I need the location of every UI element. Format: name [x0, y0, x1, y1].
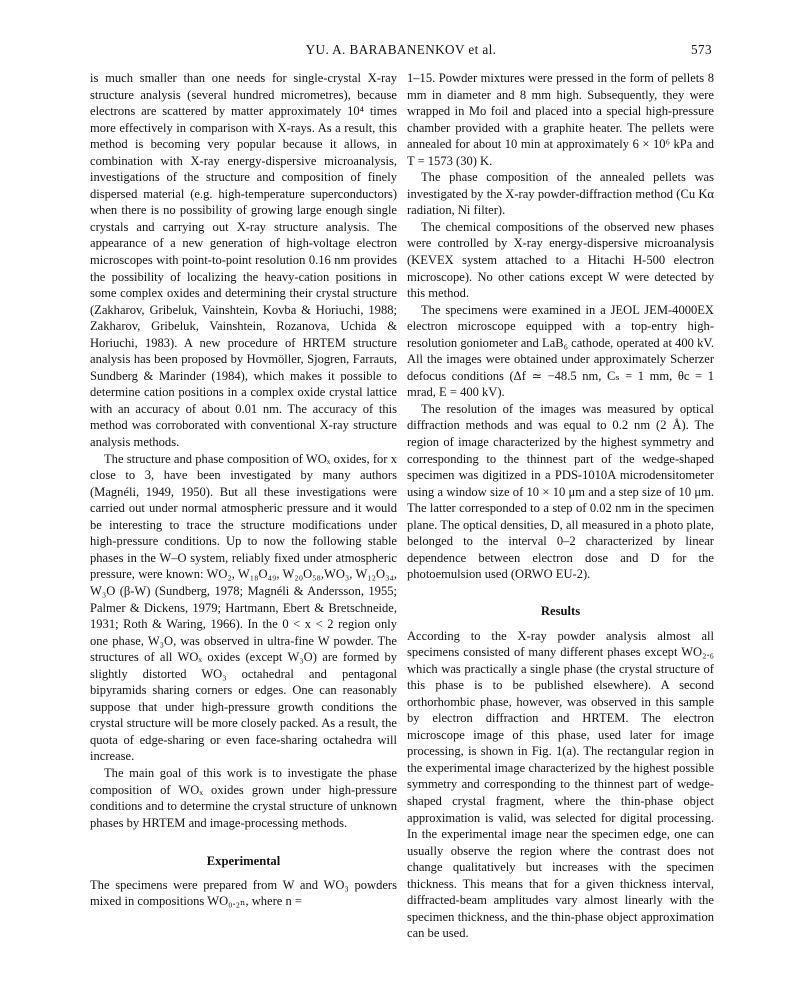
- running-head: [90, 42, 712, 62]
- right-column: [407, 70, 714, 942]
- paragraph: The specimens were prepared from W and WO₃ powders mixed in compositions WO₀.₂ₙ, where n =: [90, 877, 397, 909]
- paragraph: The specimens were examined in a JEOL JEM-4000EX electron microscope equipped with a top-entry high-resolution goniometer and LaB₆ cathode, operated at 400 kV. All the images were obtained under approximately Scherzer defocus conditions (Δf ≃ −48.5 nm, Cₛ = 1 mm, θc = 1 mrad, E = 400 kV).: [407, 302, 714, 400]
- paragraph: The chemical compositions of the observed new phases were controlled by X-ray energy-dispersive microanalysis (KEVEX system attached to a Hitachi H-500 electron microscope). No other cations except W were detected by this method.: [407, 219, 714, 301]
- section-title-experimental: Experimental: [206, 854, 281, 869]
- paragraph: According to the X-ray powder analysis almost all specimens consisted of many different phases except WO₂.₆ which was practically a single phase (the crystal structure of this phase is to be published elsewhere). A second orthorhombic phase, however, was observed in this sample by electron diffraction and HRTEM. The electron microscope image of this phase, used later for image processing, is shown in Fig. 1(a). The rectangular region in the experimental image characterized by the highest possible symmetry and corresponding to the thinnest part of wedge-shaped crystal fragment, where the thin-phase object approximation is valid, was selected for digital processing. In the experimental image near the specimen edge, one can usually observe the region where the contrast does not change qualitatively but increases with the specimen thickness. This means that for a given thickness interval, diffracted-beam amplitudes vary almost linearly with the specimen thickness, and the thin-phase object approximation can be used.: [407, 628, 714, 941]
- paragraph: The structure and phase composition of WOₓ oxides, for x close to 3, have been investigated by many authors (Magnéli, 1949, 1950). But all these investigations were carried out under normal atmospheric pressure and it would be interesting to trace the structure modifications under high-pressure conditions. Up to now the following stable phases in the W–O system, reliably fixed under atmospheric pressure, were known: WO₂, W₁₈O₄₉, W₂₀O₅₈,WO₃, W₁₂O₃₄, W₃O (β-W) (Sundberg, 1978; Magnéli & Andersson, 1955; Palmer & Dickens, 1979; Hartmann, Ebert & Bretschneide, 1931; Roth & Waring, 1966). In the 0 < x < 2 region only one phase, W₃O, was observed in ultra-fine W powder. The structures of all WOₓ oxides (except W₃O) are formed by slightly distorted WO₃ octahedral and pentagonal bipyramids sharing corners or edges. One can reasonably suppose that under high-pressure growth conditions the crystal structure will be more closely packed. As a result, the quota of edge-sharing or even face-sharing octahedra will increase.: [90, 451, 397, 764]
- page-number: 573: [691, 42, 712, 57]
- paragraph: is much smaller than one needs for single-crystal X-ray structure analysis (several hundred micrometres), because electrons are scattered by matter approximately 10⁴ times more effectively in comparison with X-rays. As a result, this method is becoming very popular because it allows, in combination with X-ray energy-dispersive microanalysis, investigations of the structure and composition of finely dispersed material (e.g. high-temperature superconductors) when there is no possibility of growing large enough single crystals and carrying out X-ray structure analysis. The appearance of a new generation of high-voltage electron microscopes with point-to-point resolution 0.16 nm provides the possibility of localizing the heavy-cation positions in some complex oxides and determining their crystal structure (Zakharov, Gribeluk, Vainshtein, Kovba & Horiuchi, 1988; Zakharov, Gribeluk, Vainshtein, Rozanova, Uchida & Horiuchi, 1983). A new procedure of HRTEM structure analysis has been proposed by Hovmöller, Sjogren, Farrauts, Sundberg & Marinder (1984), which makes it possible to determine cation positions in a complex oxide crystal lattice with an accuracy of about 0.01 nm. The accuracy of this method was corroborated with conventional X-ray structure analysis methods.: [90, 71, 397, 450]
- running-head-authors: YU. A. BARABANENKOV et al.: [305, 42, 497, 57]
- paragraph: The phase composition of the annealed pellets was investigated by the X-ray powder-diffraction method (Cu Kα radiation, Ni filter).: [407, 170, 714, 218]
- paragraph: 1–15. Powder mixtures were pressed in the form of pellets 8 mm in diameter and 8 mm high. Subsequently, they were wrapped in Mo foil and placed into a special high-pressure chamber provided with a graphite heater. The pellets were annealed for about 10 min at approximately 6 × 10⁶ kPa and T = 1573 (30) K.: [407, 71, 714, 168]
- paragraph: The resolution of the images was measured by optical diffraction methods and was equal to 0.2 nm (2 Å). The region of image characterized by the highest symmetry and corresponding to the thinnest part of the wedge-shaped specimen was digitized in a PDS-1010A microdensitometer using a window size of 10 × 10 μm and a step size of 10 μm. The latter corresponded to a step of 0.02 nm in the specimen plane. The optical densities, D, all measured in a photo plate, belonged to the interval 0–2 characterized by linear dependence between electron dose and D for the photoemulsion used (ORWO EU-2).: [407, 401, 714, 582]
- left-column: [90, 70, 397, 910]
- paragraph: The main goal of this work is to investigate the phase composition of WOₓ oxides grown under high-pressure conditions and to determine the crystal structure of unknown phases by HRTEM and image-processing methods.: [90, 765, 397, 830]
- section-title-results: Results: [540, 603, 581, 618]
